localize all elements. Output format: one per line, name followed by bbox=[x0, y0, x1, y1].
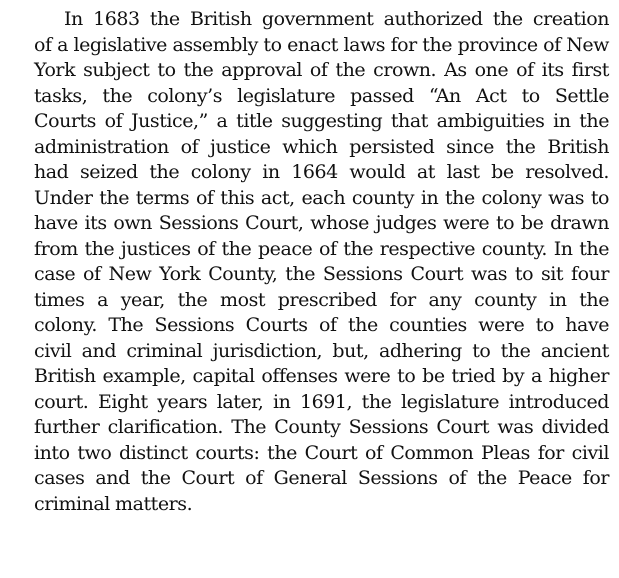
paragraph-line: civil and criminal jurisdiction, but, adhering to the ancient bbox=[34, 339, 609, 362]
paragraph-line: into two distinct courts: the Court of Common Pleas for civil bbox=[34, 441, 609, 464]
paragraph-line: of a legislative assembly to enact laws for the province of New bbox=[34, 33, 609, 56]
body-paragraph bbox=[34, 7, 609, 517]
paragraph-line: British example, capital offenses were to be tried by a higher bbox=[34, 365, 609, 387]
paragraph-line: York subject to the approval of the crown. As one of its first bbox=[34, 59, 609, 81]
paragraph-line: colony. The Sessions Courts of the counties were to have bbox=[34, 314, 609, 336]
paragraph-line: cases and the Court of General Sessions of the Peace for bbox=[34, 467, 609, 489]
paragraph-line: criminal matters. bbox=[34, 492, 193, 515]
paragraph-line: Under the terms of this act, each county in the colony was to bbox=[34, 186, 609, 209]
paragraph-line: had seized the colony in 1664 would at last be resolved. bbox=[34, 161, 609, 183]
paragraph-line: administration of justice which persisted since the British bbox=[34, 135, 609, 158]
paragraph-line: tasks, the colony’s legislature passed “An Act to Settle bbox=[34, 84, 609, 107]
document-page bbox=[34, 7, 609, 517]
paragraph-line: In 1683 the British government authorized the creation bbox=[64, 8, 609, 30]
paragraph-line: Courts of Justice,” a title suggesting that ambiguities in the bbox=[34, 110, 609, 132]
paragraph-line: from the justices of the peace of the respective county. In the bbox=[34, 237, 609, 260]
paragraph-line: times a year, the most prescribed for any county in the bbox=[34, 288, 609, 311]
paragraph-line: have its own Sessions Court, whose judges were to be drawn bbox=[34, 212, 609, 234]
paragraph-line: case of New York County, the Sessions Court was to sit four bbox=[34, 263, 609, 285]
paragraph-line: court. Eight years later, in 1691, the legislature introduced bbox=[34, 390, 609, 413]
paragraph-line: further clarification. The County Sessions Court was divided bbox=[34, 416, 609, 438]
